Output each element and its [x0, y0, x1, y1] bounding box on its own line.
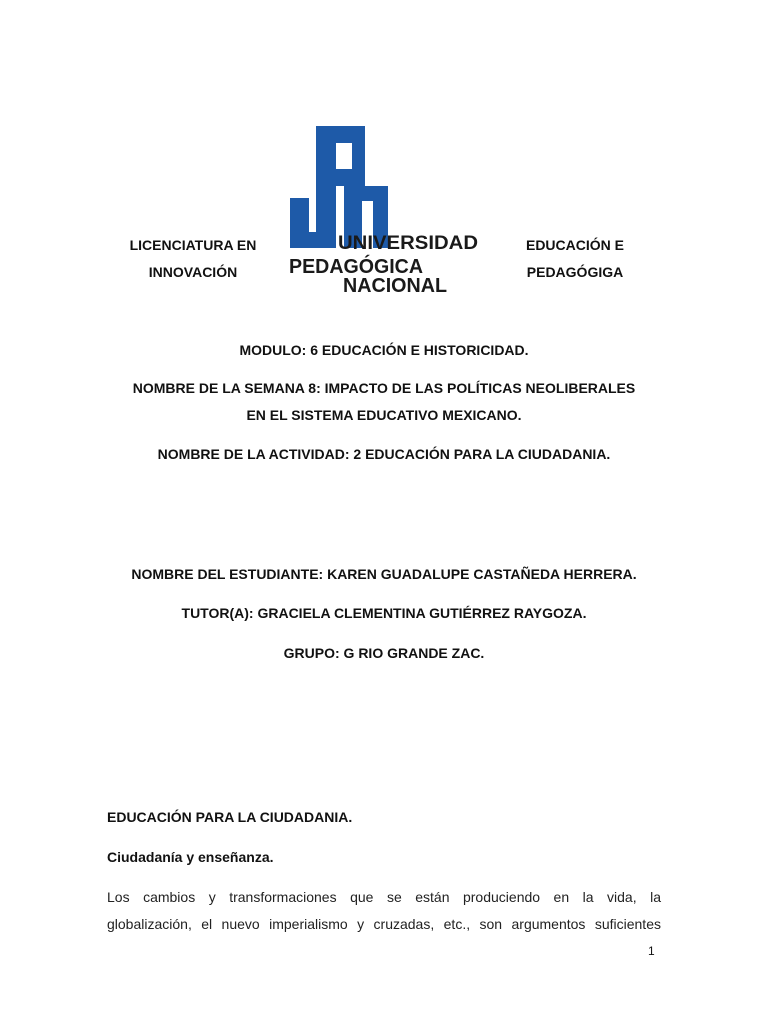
week-name-line2: EN EL SISTEMA EDUCATIVO MEXICANO.	[246, 407, 522, 423]
paragraph-line: globalización, el nuevo imperialismo y cruzadas, etc., son argumentos suficientes	[107, 916, 661, 932]
logo-line1: UNIVERSIDAD	[338, 233, 478, 254]
degree-label-right	[500, 232, 650, 286]
degree-left-line2: INNOVACIÓN	[148, 264, 238, 280]
week-name-line1: NOMBRE DE LA SEMANA 8: IMPACTO DE LAS POLÍTICAS NEOLIBERALES	[132, 380, 636, 396]
degree-left-line1: LICENCIATURA EN	[129, 237, 257, 253]
upn-logo-icon	[286, 124, 482, 292]
logo-line3: NACIONAL	[343, 275, 447, 292]
activity-line: NOMBRE DE LA ACTIVIDAD: 2 EDUCACIÓN PARA LA CIUDADANIA.	[157, 446, 611, 462]
tutor-line: TUTOR(A): GRACIELA CLEMENTINA GUTIÉRREZ RAYGOZA.	[181, 605, 587, 621]
degree-label-left	[108, 232, 278, 286]
week-name	[60, 375, 708, 429]
student-line: NOMBRE DEL ESTUDIANTE: KAREN GUADALUPE CASTAÑEDA HERRERA.	[131, 566, 637, 582]
page-number: 1	[648, 944, 655, 958]
group-line: GRUPO: G RIO GRANDE ZAC.	[283, 645, 485, 661]
degree-right-line2: PEDAGÓGIGA	[526, 264, 624, 280]
degree-right-line1: EDUCACIÓN E	[525, 237, 624, 253]
logo-line2: PEDAGÓGICA	[289, 256, 426, 278]
module-line: MODULO: 6 EDUCACIÓN E HISTORICIDAD.	[239, 342, 529, 358]
body-paragraph	[107, 884, 661, 938]
section-title: EDUCACIÓN PARA LA CIUDADANIA.	[107, 809, 353, 825]
subsection-title: Ciudadanía y enseñanza.	[107, 849, 274, 865]
upn-logo	[286, 124, 482, 292]
paragraph-line: Los cambios y transformaciones que se están produciendo en la vida, la	[107, 889, 661, 905]
